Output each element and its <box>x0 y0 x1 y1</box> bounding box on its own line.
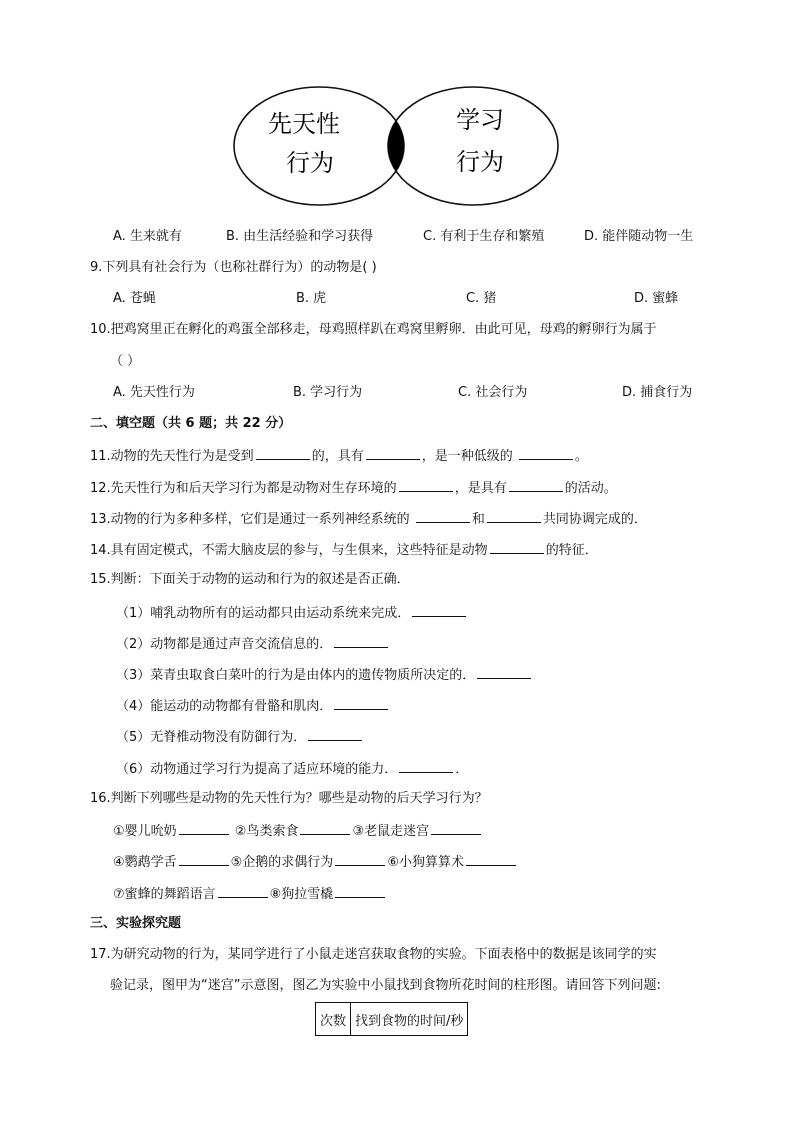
q9-stem: 9.下列具有社会行为（也称社群行为）的动物是( ) <box>90 260 377 275</box>
q13 <box>90 509 647 529</box>
venn-right-ellipse <box>388 87 558 205</box>
q16-stem: 16.判断下列哪些是动物的先天性行为？哪些是动物的后天学习行为？ <box>90 791 488 806</box>
q16-item-3: ③老鼠走迷宫 <box>352 824 430 839</box>
venn-right-label-1: 学习 <box>456 106 504 134</box>
q16-row-2 <box>113 852 518 872</box>
q9-option-c: C. 猪 <box>466 291 497 306</box>
q12-blank-2[interactable] <box>509 478 563 492</box>
q16-blank-8[interactable] <box>335 884 385 898</box>
q16-blank-6[interactable] <box>466 852 516 866</box>
q10-stem-cont: （ ） <box>110 354 141 369</box>
q16-blank-1[interactable] <box>179 821 229 835</box>
q16-blank-7[interactable] <box>218 884 268 898</box>
q10-option-c: C. 社会行为 <box>458 385 528 400</box>
q16-row-1 <box>113 821 483 841</box>
q16-blank-4[interactable] <box>179 852 229 866</box>
q13-blank-2[interactable] <box>487 509 541 523</box>
q17-line-2: 验记录，图甲为“迷宫”示意图，图乙为实验中小鼠找到食物所花时间的柱形图。请回答下列问题: <box>110 978 661 993</box>
q16-item-4: ④鹦鹉学舌 <box>113 855 177 870</box>
q16-item-8: ⑧狗拉雪橇 <box>269 887 334 902</box>
q14-text-a: 14.具有固定模式，不需大脑皮层的参与，与生俱来，这些特征是动物 <box>90 543 488 558</box>
q9-option-b: B. 虎 <box>296 291 327 306</box>
q15-item-2-text: （2）动物都是通过声音交流信息的． <box>116 637 333 652</box>
q13-text-a: 13.动物的行为多种多样，它们是通过一系列神经系统的 <box>90 512 414 527</box>
q15-item-5-text: （5）无脊椎动物没有防御行为． <box>116 730 307 745</box>
q11-blank-3[interactable] <box>519 446 573 460</box>
q16-blank-3[interactable] <box>431 821 481 835</box>
q17-record-table <box>315 1002 468 1036</box>
q15-item-1-blank[interactable] <box>412 603 466 617</box>
q16-row-3 <box>113 884 387 904</box>
q8-option-c: C. 有利于生存和繁殖 <box>423 229 545 244</box>
q15-stem: 15.判断：下面关于动物的运动和行为的叙述是否正确． <box>90 572 410 587</box>
q12-text-a: 12.先天性行为和后天学习行为都是动物对生存环境的 <box>90 481 397 496</box>
q15-item-4-text: （4）能运动的动物都有骨骼和肌肉． <box>116 699 333 714</box>
venn-left-label-1: 先天性 <box>268 110 340 138</box>
q16-item-5: ⑤企鹅的求偶行为 <box>230 855 334 870</box>
q15-item-4-blank[interactable] <box>334 696 388 710</box>
table-row <box>316 1003 468 1036</box>
q15-item-3-text: （3）菜青虫取食白菜叶的行为是由体内的遗传物质所决定的． <box>116 668 476 683</box>
q17-line-1: 17.为研究动物的行为，某同学进行了小鼠走迷宫获取食物的实验。下面表格中的数据是该同学的实 <box>90 947 657 962</box>
q14 <box>90 540 598 560</box>
q13-text-b: 和 <box>471 512 485 527</box>
q13-text-c: 共同协调完成的． <box>542 512 647 527</box>
venn-left-ellipse <box>234 87 404 205</box>
q15-item-6-text: （6）动物通过学习行为提高了适应环境的能力． <box>116 762 398 777</box>
q8-option-d: D. 能伴随动物一生 <box>584 229 694 244</box>
q14-blank-1[interactable] <box>490 540 544 554</box>
q11-text-d: 。 <box>574 449 588 464</box>
q16-item-7: ⑦蜜蜂的舞蹈语言 <box>113 887 216 902</box>
q11-text-a: 11.动物的先天性行为是受到 <box>90 449 254 464</box>
q16-item-6: ⑥小狗算算术 <box>387 855 464 870</box>
q12-blank-1[interactable] <box>399 478 453 492</box>
q15-item-6 <box>116 759 468 779</box>
q15-item-2 <box>116 634 390 654</box>
venn-left-label-2: 行为 <box>286 149 334 177</box>
q11-blank-2[interactable] <box>366 446 420 460</box>
q15-item-6-end: ． <box>455 762 469 777</box>
venn-diagram <box>228 84 564 208</box>
venn-right-label-2: 行为 <box>456 148 504 176</box>
q15-item-5-blank[interactable] <box>308 727 362 741</box>
q11-text-c: ，是一种低级的 <box>421 449 517 464</box>
q15-item-4 <box>116 696 390 716</box>
q13-blank-1[interactable] <box>416 509 470 523</box>
q15-item-1 <box>116 603 468 623</box>
q11-text-b: 的，具有 <box>311 449 364 464</box>
q10-option-d: D. 捕食行为 <box>622 385 693 400</box>
q12-text-b: ，是具有 <box>454 481 507 496</box>
q16-blank-5[interactable] <box>335 852 385 866</box>
q10-option-a: A. 先天性行为 <box>113 385 195 400</box>
q16-item-2: ②鸟类索食 <box>234 824 299 839</box>
table-header-count: 次数 <box>316 1003 351 1036</box>
q14-text-b: 的特征． <box>545 543 598 558</box>
section-3-heading: 三、实验探究题 <box>90 916 182 931</box>
table-header-time: 找到食物的时间/秒 <box>351 1003 468 1036</box>
q16-blank-2[interactable] <box>300 821 350 835</box>
q11 <box>90 446 588 466</box>
q11-blank-1[interactable] <box>256 446 310 460</box>
q15-item-3-blank[interactable] <box>477 665 531 679</box>
q12-text-c: 的活动。 <box>564 481 617 496</box>
q16-item-1: ①婴儿吮奶 <box>113 824 177 839</box>
q15-item-1-text: （1）哺乳动物所有的运动都只由运动系统来完成． <box>116 606 411 621</box>
section-2-heading: 二、填空题（共 6 题；共 22 分） <box>90 416 292 431</box>
q12 <box>90 478 617 498</box>
q10-stem: 10.把鸡窝里正在孵化的鸡蛋全部移走，母鸡照样趴在鸡窝里孵卵．由此可见，母鸡的孵卵行为属于 <box>90 322 657 337</box>
q10-option-b: B. 学习行为 <box>293 385 363 400</box>
q15-item-3 <box>116 665 533 685</box>
q9-option-d: D. 蜜蜂 <box>634 291 679 306</box>
q15-item-2-blank[interactable] <box>334 634 388 648</box>
q8-option-b: B. 由生活经验和学习获得 <box>226 229 374 244</box>
q15-item-6-blank[interactable] <box>399 759 453 773</box>
q8-option-a: A. 生来就有 <box>113 229 182 244</box>
q15-item-5 <box>116 727 364 747</box>
q9-option-a: A. 苍蝇 <box>113 291 156 306</box>
